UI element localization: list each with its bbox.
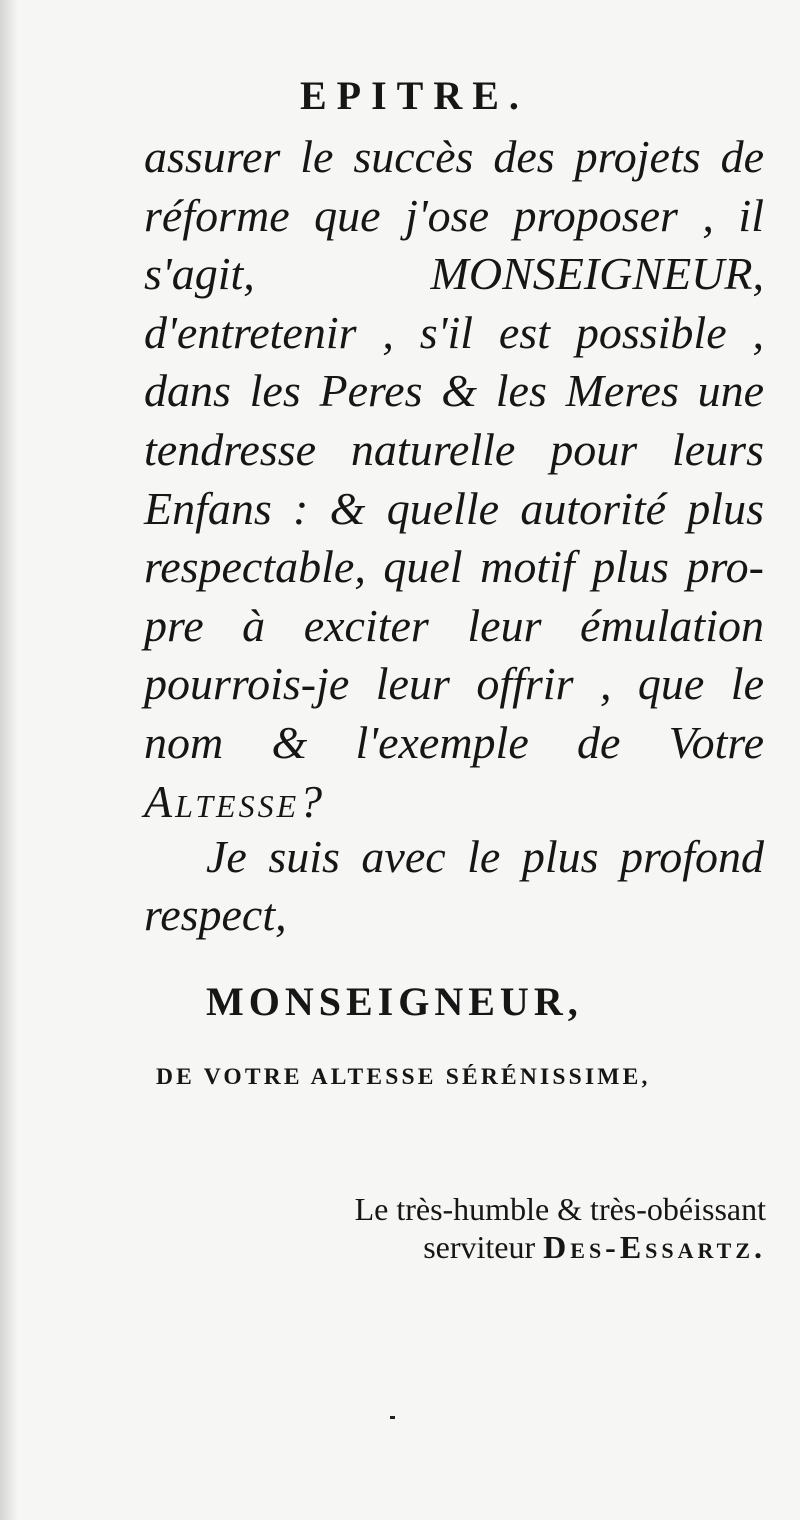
body-line: dans les Peres & les Meres une — [144, 365, 764, 417]
body-line: s'agit, MONSEIGNEUR, — [144, 248, 764, 300]
body-line: nom & l'exemple de Votre — [144, 716, 764, 768]
signature-prefix: serviteur — [423, 1229, 544, 1265]
body-line: tendresse naturelle pour leurs — [144, 423, 764, 475]
body-line: assurer le succès des projets de — [144, 131, 764, 182]
body-line: pre à exciter leur émulation — [144, 599, 764, 651]
spine-shadow — [0, 0, 18, 1520]
body-line: pourrois-je leur offrir , que le — [144, 658, 764, 710]
title-line: DE VOTRE ALTESSE SÉRÉNISSIME, — [156, 1064, 651, 1090]
body-line: Enfans : & quelle autorité plus — [144, 482, 764, 534]
body-line: respectable, quel motif plus pro- — [144, 541, 764, 593]
body-text — [144, 128, 764, 831]
closing-line: respect, — [144, 889, 287, 940]
bleed-through-text — [150, 1150, 158, 1184]
closing-text — [144, 828, 764, 944]
body-line: d'entretenir , s'il est possible , — [144, 306, 764, 358]
signature-line-2 — [206, 1228, 766, 1266]
signature-block — [206, 1190, 766, 1266]
page-header: EPITRE. — [300, 73, 529, 118]
ink-speck — [390, 1416, 395, 1419]
author-name: Des-Essartz. — [543, 1229, 766, 1265]
body-line: réforme que j'ose proposer , il — [144, 189, 764, 241]
signature-line: Le très-humble & très-obéissant — [354, 1191, 766, 1227]
body-line: Altesse? — [144, 775, 326, 827]
salutation: MONSEIGNEUR, — [206, 979, 583, 1024]
closing-line: Je suis avec le plus profond — [206, 831, 764, 882]
